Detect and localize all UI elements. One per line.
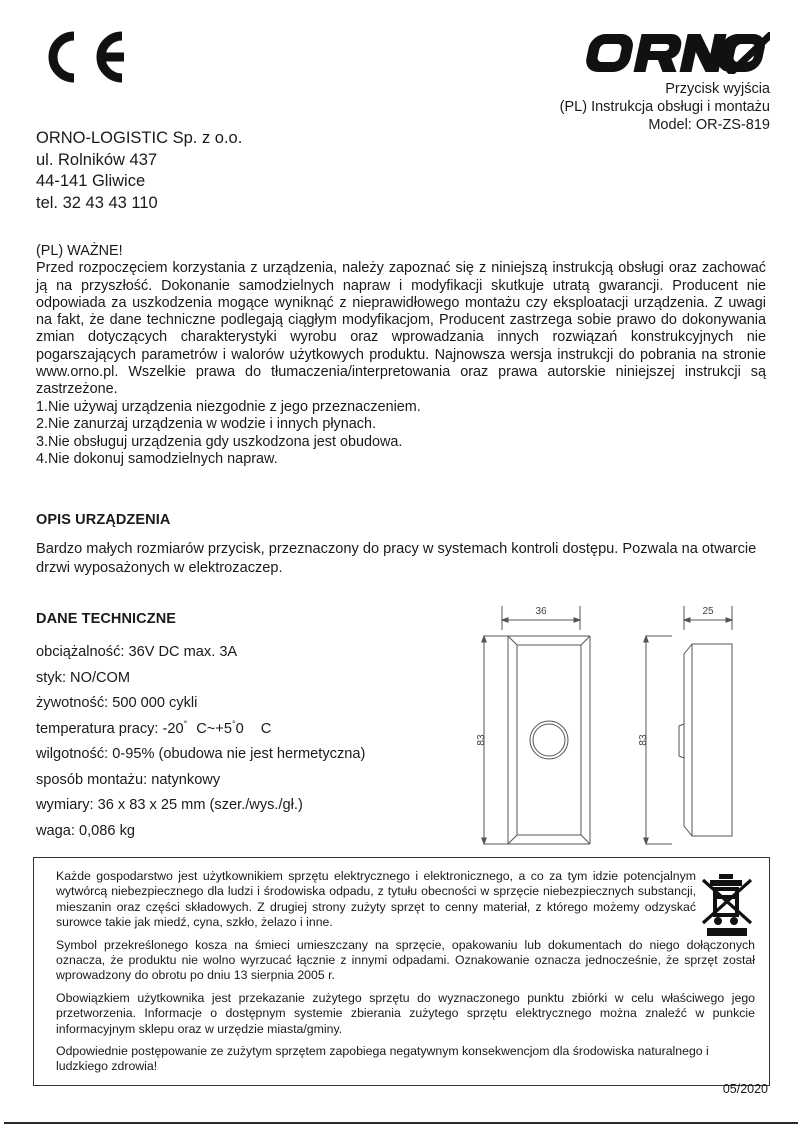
list-item: 4.Nie dokonuj samodzielnych napraw. [36,451,278,468]
specs-section [36,611,456,844]
notice-title: (PL) WAŻNE! [36,243,123,259]
spec-row-temperature [36,717,456,743]
degree-symbol-icon: ° [183,718,188,729]
spec-row-contact: styk: NO/COM [36,669,131,686]
weee-paragraph-2: Symbol przekreślonego kosza na śmieci umieszczany na sprzęcie, opakowaniu lub dokumentach do niego dołączonych oznacza, że produktu nie wolno wyrzucać łącznie z innymi odpadami. Oznakowanie oznacza jednocześnie, że sprzęt został wprowadzony do obrotu po dniu 13 sierpnia 2005 r. [56,937,755,983]
spec-temp-prefix: temperatura pracy: -20 [36,720,184,737]
spec-temp-mid: C~+5 [196,720,232,737]
spec-temp-suffix: C [260,720,272,737]
safety-rules-list [36,399,766,469]
dim-side-depth-label: 25 [702,606,714,617]
model-number: Model: OR-ZS-819 [648,117,770,133]
list-item: 3.Nie obsługuj urządzenia gdy uszkodzona jest obudowa. [36,433,403,450]
company-city: 44-141 Gliwice [36,172,146,190]
ce-mark-icon [36,30,126,84]
company-street: ul. Rolników 437 [36,150,158,169]
weee-paragraph-4: Odpowiednie postępowanie ze zużytym sprzętem zapobiega negatywnym konsekwencjom dla środowiska naturalnego i ludzkiego zdrowia! [56,1044,709,1074]
list-item: 1.Nie używaj urządzenia niezgodnie z jego przeznaczeniem. [36,398,421,415]
header-block [350,32,770,134]
weee-disclaimer-box [33,857,770,1086]
degree-symbol-icon: ° [231,718,236,729]
description-body: Bardzo małych rozmiarów przycisk, przeznaczony do pracy w systemach kontroli dostępu. Pozwala na otwarcie drzwi wyposażonych w elektrozaczep. [36,541,757,576]
spec-row-load: obciążalność: 36V DC max. 3A [36,644,238,660]
product-title: Przycisk wyjścia [665,81,770,97]
technical-drawing [470,598,790,850]
spec-row-weight: waga: 0,086 kg [36,822,135,839]
spec-row-lifespan: żywotność: 500 000 cykli [36,695,198,711]
dim-side-height-label: 83 [638,734,649,746]
specs-list [36,640,456,844]
description-section [36,512,768,578]
orno-logo [584,32,770,74]
manual-subtitle: (PL) Instrukcja obsługi i montażu [559,99,770,115]
footer-date: 05/2020 [722,1082,768,1096]
weee-paragraph-1: Każde gospodarstwo jest użytkownikiem sprzętu elektrycznego i elektronicznego, a co za tym idzie potencjalnym wytwórcą niebezpiecznego dla ludzi i środowiska odpadu, z tytułu obecności w sprzęcie niebezpiecznych substancji, mieszanin oraz części składowych. Z drugiej strony zużyty sprzęt to cenny materiał, z którego możemy odzyskać surowce takie jak miedź, cyna, szkło, żelazo i inne. [56,869,696,930]
weee-paragraph-3: Obowiązkiem użytkownika jest przekazanie zużytego sprzętu do wyznaczonego punktu zbiórki w celu właściwego jego przetworzenia. Informacje o dostępnym systemie zbierania zużytego sprzętu elektrycznego można znaleźć w punkcie informacyjnym sklepu oraz w urzędzie miasta/gminy. [56,990,755,1036]
crossed-out-wheelie-bin-icon [699,871,755,937]
spec-row-humidity: wilgotność: 0-95% (obudowa nie jest hermetyczna) [36,746,366,762]
dim-front-width-label: 36 [535,606,547,617]
company-address [36,128,242,214]
dim-front-height-label: 83 [476,734,487,746]
spec-row-mounting: sposób montażu: natynkowy [36,771,221,788]
notice-body: Przed rozpoczęciem korzystania z urządzenia, należy zapoznać się z niniejszą instrukcją obsługi oraz zachować ją na przyszłość. Dokonanie samodzielnych napraw i modyfikacji skutkuje utratą gwarancji. Producent nie odpowiada za uszkodzenia mogące wyniknąć z nieprawidłowego montażu czy eksploatacji urządzenia. Z uwagi na fakt, że dane techniczne podlegają ciągłym modyfikacjom, Producent zastrzega sobie prawo do dokonywania zmian dotyczących charakterystyki wyrobu oraz wprowadzania innych rozwiązań konstrukcyjnych nie pogarszających parametrów i walorów użytkowych produktu. Najnowsza wersja instrukcji do pobrania na stronie www.orno.pl. Wszelkie prawa do tłumaczenia/interpretowania oraz prawa autorskie niniejszej instrukcji są zastrzeżone. [36,260,766,398]
important-notice [36,243,766,469]
company-phone: tel. 32 43 43 110 [36,193,158,212]
footer-divider [4,1122,798,1124]
company-name: ORNO-LOGISTIC Sp. z o.o. [36,129,243,147]
description-heading: OPIS URZĄDZENIA [36,512,171,528]
spec-row-dimensions: wymiary: 36 x 83 x 25 mm (szer./wys./gł.) [36,797,303,813]
list-item: 2.Nie zanurzaj urządzenia w wodzie i innych płynach. [36,416,376,433]
spec-temp-after: 0 [235,720,244,737]
specs-heading: DANE TECHNICZNE [36,611,177,627]
